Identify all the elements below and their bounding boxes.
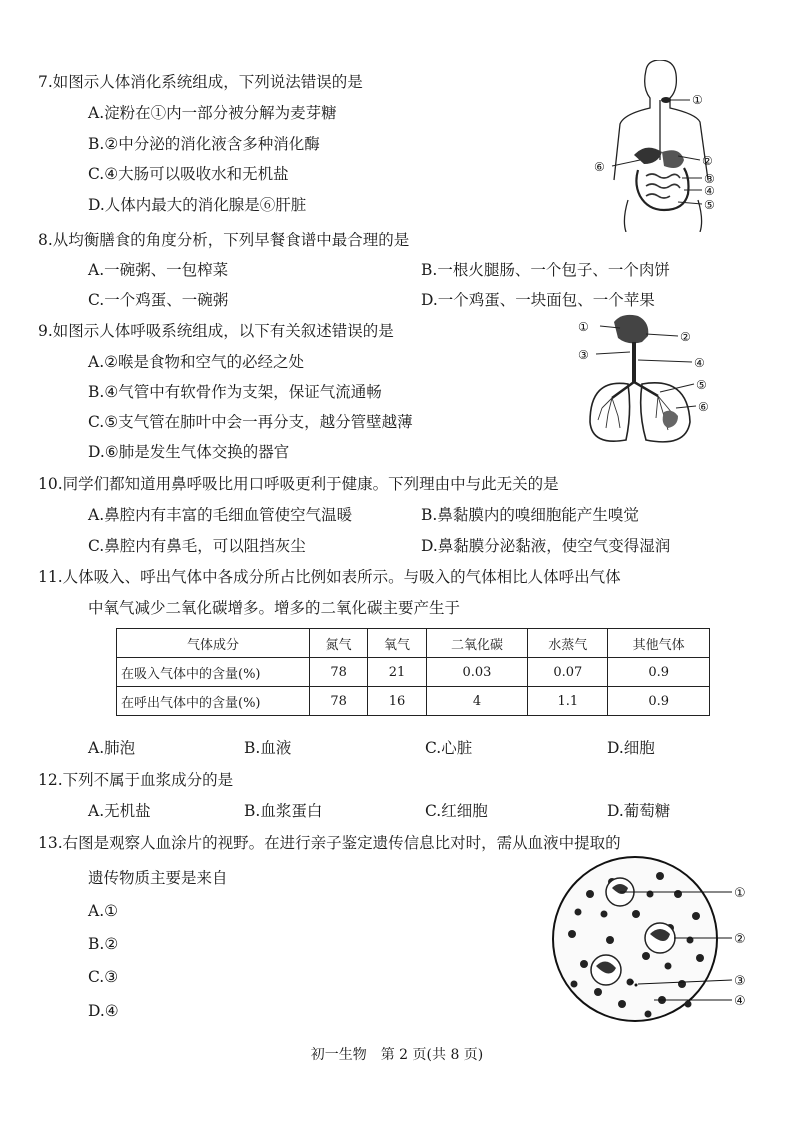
table-header-cell: 二氧化碳 xyxy=(426,629,528,658)
q11-option-d: D.细胞 xyxy=(607,739,655,757)
q7-option-c: C.④大肠可以吸收水和无机盐 xyxy=(88,165,289,183)
q9-label-2: ② xyxy=(680,330,691,344)
q13-stem-line1: 13.右图是观察人血涂片的视野。在进行亲子鉴定遗传信息比对时，需从血液中提取的 xyxy=(38,834,621,852)
q7-label-4: ④ xyxy=(704,184,715,198)
table-header-cell: 其他气体 xyxy=(608,629,710,658)
table-header-row xyxy=(117,629,710,658)
q9-label-3: ③ xyxy=(578,348,589,362)
q10-option-c: C.鼻腔内有鼻毛，可以阻挡灰尘 xyxy=(88,537,306,555)
q13-option-a: A.① xyxy=(88,902,119,920)
page-footer: 初一生物 第 2 页(共 8 页) xyxy=(310,1047,484,1063)
q12-option-b: B.血浆蛋白 xyxy=(244,802,323,820)
table-row xyxy=(117,658,710,687)
q9-label-6: ⑥ xyxy=(698,400,709,414)
q7-label-2: ② xyxy=(702,154,713,168)
table-cell: 78 xyxy=(310,658,368,687)
table-cell: 0.07 xyxy=(528,658,608,687)
q9-label-5: ⑤ xyxy=(696,378,707,392)
q13-label-3: ③ xyxy=(734,974,746,989)
q11-option-a: A.肺泡 xyxy=(88,739,136,757)
q9-option-c: C.⑤支气管在肺叶中会一再分支，越分管壁越薄 xyxy=(88,413,413,431)
q11-stem-line2: 中氧气减少二氧化碳增多。增多的二氧化碳主要产生于 xyxy=(88,599,461,617)
q11-option-c: C.心脏 xyxy=(425,739,473,757)
q12-option-d: D.葡萄糖 xyxy=(607,802,671,820)
q7-label-5: ⑤ xyxy=(704,198,715,212)
q9-label-1: ① xyxy=(578,320,589,334)
q7-option-d: D.人体内最大的消化腺是⑥肝脏 xyxy=(88,196,307,214)
table-header-cell: 氧气 xyxy=(368,629,426,658)
table-cell: 21 xyxy=(368,658,426,687)
q8-option-d: D.一个鸡蛋、一块面包、一个苹果 xyxy=(421,291,655,309)
table-cell: 0.03 xyxy=(426,658,528,687)
q13-option-c: C.③ xyxy=(88,968,119,986)
q10-stem: 10.同学们都知道用鼻呼吸比用口呼吸更利于健康。下列理由中与此无关的是 xyxy=(38,475,559,493)
q12-option-a: A.无机盐 xyxy=(88,802,151,820)
q13-label-2: ② xyxy=(734,932,746,947)
q10-option-d: D.鼻黏膜分泌黏液，使空气变得湿润 xyxy=(421,537,671,555)
q9-option-a: A.②喉是食物和空气的必经之处 xyxy=(88,353,305,371)
table-cell: 4 xyxy=(426,687,528,716)
table-header-cell: 气体成分 xyxy=(117,629,310,658)
table-header-cell: 氮气 xyxy=(310,629,368,658)
q11-stem-line1: 11.人体吸入、呼出气体中各成分所占比例如表所示。与吸入的气体相比人体呼出气体 xyxy=(38,568,621,586)
q7-label-3: ③ xyxy=(704,172,715,186)
respiratory-system-figure xyxy=(572,312,722,450)
q9-option-b: B.④气管中有软骨作为支架，保证气流通畅 xyxy=(88,383,382,401)
q12-stem: 12.下列不属于血浆成分的是 xyxy=(38,771,234,789)
q13-label-4: ④ xyxy=(734,994,746,1009)
digestive-system-figure xyxy=(588,60,738,232)
q7-stem: 7.如图示人体消化系统组成，下列说法错误的是 xyxy=(38,73,363,91)
q10-option-b: B.鼻黏膜内的嗅细胞能产生嗅觉 xyxy=(421,506,639,524)
q7-label-1: ① xyxy=(692,93,703,107)
table-cell: 0.9 xyxy=(608,687,710,716)
table-row xyxy=(117,687,710,716)
q8-option-a: A.一碗粥、一包榨菜 xyxy=(88,261,229,279)
q9-stem: 9.如图示人体呼吸系统组成，以下有关叙述错误的是 xyxy=(38,322,394,340)
q9-label-4: ④ xyxy=(694,356,705,370)
table-header-cell: 水蒸气 xyxy=(528,629,608,658)
table-cell: 0.9 xyxy=(608,658,710,687)
table-cell: 在吸入气体中的含量(%) xyxy=(117,658,310,687)
q7-option-b: B.②中分泌的消化液含多种消化酶 xyxy=(88,135,320,153)
q13-option-d: D.④ xyxy=(88,1002,119,1020)
q7-option-a: A.淀粉在①内一部分被分解为麦芽糖 xyxy=(88,104,337,122)
blood-smear-figure xyxy=(550,854,756,1034)
table-cell: 在呼出气体中的含量(%) xyxy=(117,687,310,716)
gas-composition-table xyxy=(116,628,710,716)
q12-option-c: C.红细胞 xyxy=(425,802,488,820)
q9-option-d: D.⑥肺是发生气体交换的器官 xyxy=(88,443,290,461)
q8-option-b: B.一根火腿肠、一个包子、一个肉饼 xyxy=(421,261,670,279)
q11-option-b: B.血液 xyxy=(244,739,292,757)
q8-option-c: C.一个鸡蛋、一碗粥 xyxy=(88,291,229,309)
q13-option-b: B.② xyxy=(88,935,119,953)
q7-label-6: ⑥ xyxy=(594,160,605,174)
table-cell: 16 xyxy=(368,687,426,716)
q10-option-a: A.鼻腔内有丰富的毛细血管使空气温暖 xyxy=(88,506,353,524)
table-cell: 1.1 xyxy=(528,687,608,716)
q13-stem-line2: 遗传物质主要是来自 xyxy=(88,869,228,887)
q8-stem: 8.从均衡膳食的角度分析，下列早餐食谱中最合理的是 xyxy=(38,231,410,249)
q13-label-1: ① xyxy=(734,886,746,901)
table-cell: 78 xyxy=(310,687,368,716)
